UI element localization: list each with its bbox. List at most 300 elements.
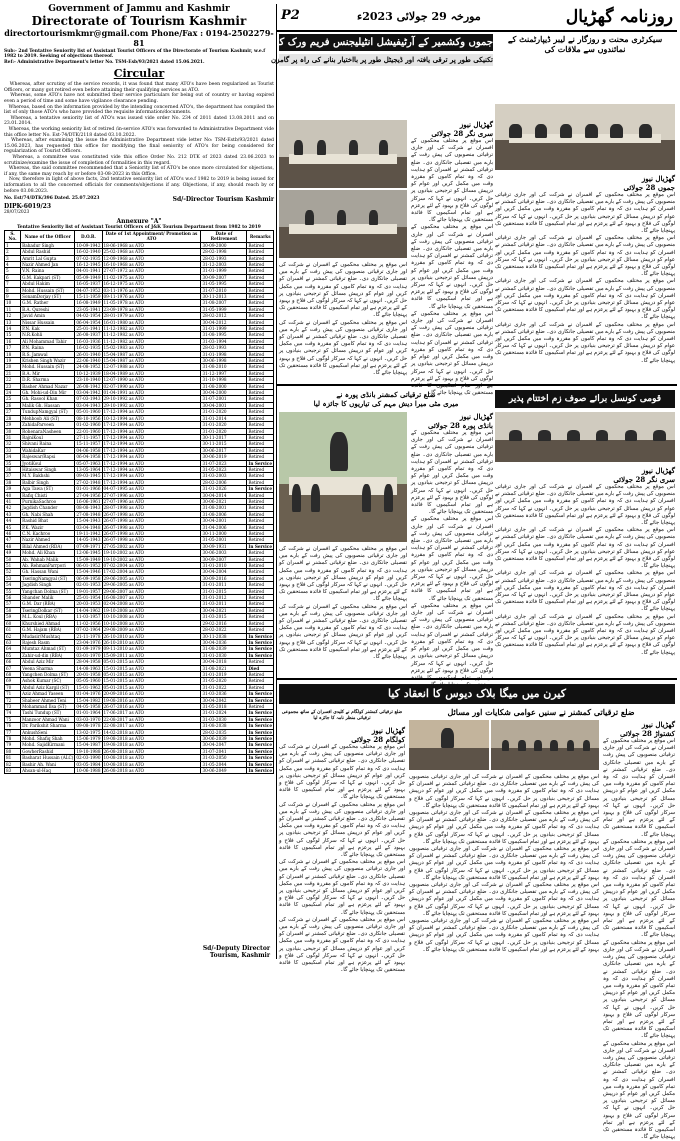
contact-line: directortourismkmr@gmail.com Phone/Fax : 0194-2502279-81 [4, 28, 274, 48]
seniority-table [4, 230, 274, 775]
story-text: اس موقع پر مختلف محکموں کے افسران نے شرکت کی اور جاری ترقیاتی منصوبوں کی پیش رفت کے بارے میں تفصیلی جانکاری دی۔ ضلع ترقیاتی کمشنر نے افسران کو ہدایت دی کہ وہ تمام کاموں کو مقررہ وقت میں مکمل کریں اور عوام کو درپیش مسائل کو ترجیحی بنیادوں پر حل کریں۔ انہوں نے کہا کہ سرکار لوگوں کی فلاح و بہبود کے لئے پرعزم ہے اور تمام اسکیموں کا فائدہ مستحقین تک پہنچایا جائے گا۔ [279, 916, 405, 974]
table-cell: 15-09-1949 [76, 556, 101, 562]
table-cell: 28-02-1993 [201, 255, 247, 261]
table-cell: 74 [5, 710, 21, 716]
table-body [5, 242, 274, 774]
table-cell: 31-01-2020 [201, 428, 247, 434]
table-cell: Abdul Hakim [21, 281, 75, 287]
news-tag: گھڑیال نیوز [459, 412, 493, 421]
table-cell: Gh. Rasool Khan [21, 396, 75, 402]
table-cell: In Service [248, 697, 272, 703]
table-cell: 1 [5, 242, 21, 248]
table-cell: 10-10-2008 as ATO [102, 614, 201, 620]
table-cell: Bashir Ah. Wani [21, 761, 75, 767]
table-cell: 07-02-1964 [76, 627, 101, 633]
story-text: اس موقع پر مختلف محکموں کے افسران نے شرکت کی اور جاری ترقیاتی منصوبوں کی پیش رفت کے بارے میں تفصیلی جانکاری دی۔ ضلع ترقیاتی کمشنر نے افسران کو ہدایت دی کہ وہ تمام کاموں کو مقررہ وقت میں مکمل کریں اور عوام کو درپیش مسائل کو ترجیحی بنیادوں پر حل کریں۔ انہوں نے کہا کہ سرکار لوگوں کی فلاح و بہبود کے لئے پرعزم ہے اور تمام اسکیموں کا فائدہ مستحقین تک پہنچایا جائے گا۔ [603, 838, 675, 939]
circular-paragraph: Whereas, the said committee recommended that a Seniority list of ATO's be once more circulated for objections, if any, the same may reach by or before 03-08-2023 in this Office. [4, 166, 274, 177]
table-cell: Manzoor Ahmad Wani [21, 716, 75, 722]
table-cell: 12-07-1988 as ATO [102, 364, 201, 370]
annexure-title: Tentative Seniority list of Assistant Tourist Officers of J&K Tourism Department from 1982 to 2019 [17, 224, 261, 230]
table-cell: In Service [248, 486, 272, 492]
table-cell: In Service [248, 761, 272, 767]
story-text: اس موقع پر مختلف محکموں کے افسران نے شرکت کی اور جاری ترقیاتی منصوبوں کی پیش رفت کے بارے میں تفصیلی جانکاری دی۔ ضلع ترقیاتی کمشنر نے افسران کو ہدایت دی کہ وہ تمام کاموں کو مقررہ وقت میں مکمل کریں اور عوام کو درپیش مسائل کو ترجیحی بنیادوں پر حل کریں۔ انہوں نے کہا کہ سرکار لوگوں کی فلاح و بہبود کے لئے پرعزم ہے اور تمام اسکیموں کا فائدہ مستحقین تک پہنچایا جائے گا۔ [409, 810, 599, 845]
table-cell: 22-01-1960 [76, 428, 101, 434]
table-cell: 18-06-1968 as ATO [102, 242, 201, 248]
table-cell: 29 [5, 422, 21, 428]
table-cell: 30-04-2036 [201, 639, 247, 645]
table-cell: 23-05-1941 [76, 306, 101, 312]
table-cell: 30-11-2017 [201, 434, 247, 440]
story-text: اس موقع پر مختلف محکموں کے افسران نے شرکت کی اور جاری ترقیاتی منصوبوں کی پیش رفت کے بارے میں تفصیلی جانکاری دی۔ ضلع ترقیاتی کمشنر نے افسران کو ہدایت دی کہ وہ تمام کاموں کو مقررہ وقت میں مکمل کریں اور عوام کو درپیش مسائل کو ترجیحی بنیادوں پر حل کریں۔ انہوں نے کہا کہ سرکار لوگوں کی فلاح و بہبود کے لئے پرعزم ہے اور تمام اسکیموں کا فائدہ مستحقین تک پہنچایا جائے گا۔ [409, 774, 599, 809]
story-text: اس موقع پر مختلف محکموں کے افسران نے شرکت کی اور جاری ترقیاتی منصوبوں کی پیش رفت کے بارے میں تفصیلی جانکاری دی۔ ضلع ترقیاتی کمشنر نے افسران کو ہدایت دی کہ وہ تمام کاموں کو مقررہ وقت میں مکمل کریں اور عوام کو درپیش مسائل کو ترجیحی بنیادوں پر حل کریں۔ انہوں نے کہا کہ سرکار لوگوں کی فلاح و بہبود کے لئے پرعزم ہے اور تمام اسکیموں کا فائدہ مستحقین تک پہنچایا جائے گا۔ [495, 484, 675, 527]
table-cell: 15-04-1987 as ATO [102, 351, 201, 357]
table-cell: Retired [247, 261, 274, 267]
kishtwar-right-column [603, 720, 675, 1141]
table-cell: 29-06-2007 as ATO [102, 588, 201, 594]
table-cell: 22-08-2017 as ATO [102, 716, 201, 722]
table-cell: 06-01-1952 [76, 563, 101, 569]
sufism-story-column [495, 466, 675, 674]
table-cell: 83 [5, 768, 21, 774]
table-cell: 6 [5, 274, 21, 280]
table-cell: Retired [247, 447, 274, 453]
table-cell: 31-10-1998 [201, 377, 247, 383]
table-cell: Retired [247, 569, 274, 575]
table-cell: 22 [5, 377, 21, 383]
table-cell: 15-04-1946 [76, 569, 101, 575]
table-cell: 30-04-2047 [201, 742, 247, 748]
table-cell: 03-04-1943 [76, 402, 101, 408]
table-cell: In Service [248, 691, 272, 697]
table-cell: Retired [247, 492, 274, 498]
table-cell: 25-02-1968 as ATO [102, 249, 201, 255]
dateline: سری نگر 28 جولائی [613, 475, 675, 484]
column-header: Name of the Officer [21, 230, 75, 242]
table-cell: In Service [248, 742, 272, 748]
table-cell: Shabeer Ahmed Teni [21, 697, 75, 703]
news-tag: گھڑیال نیوز [641, 466, 675, 475]
table-cell: 30-06-2017 [201, 447, 247, 453]
table-cell: Bahadur Singh [21, 242, 75, 248]
table-cell: 30-09-2007 [201, 274, 247, 280]
table-cell: Retired [247, 595, 274, 601]
table-cell: Retired [247, 659, 274, 665]
table-cell: 52 [5, 569, 21, 575]
table-cell: 2 [5, 249, 21, 255]
table-cell: P.K. Wazir [21, 524, 75, 530]
table-cell: 30-11-2015 [201, 441, 247, 447]
table-cell: 60 [5, 620, 21, 626]
table-cell: 31-03-2011 [201, 601, 247, 607]
table-cell: 04-01-1941 [76, 268, 101, 274]
table-cell: V.N. Raina [21, 268, 75, 274]
story-text: اس موقع پر مختلف محکموں کے افسران نے شرکت کی اور جاری ترقیاتی منصوبوں کی پیش رفت کے بارے میں تفصیلی جانکاری دی۔ ضلع ترقیاتی کمشنر نے افسران کو ہدایت دی کہ وہ تمام کاموں کو مقررہ وقت میں مکمل کریں اور عوام کو درپیش مسائل کو ترجیحی بنیادوں پر حل کریں۔ انہوں نے کہا کہ سرکار لوگوں کی فلاح و بہبود کے لئے پرعزم ہے اور تمام اسکیموں کا فائدہ مستحقین تک پہنچایا جائے گا۔ [411, 516, 493, 602]
table-cell: 59 [5, 614, 21, 620]
story-text: اس موقع پر مختلف محکموں کے افسران نے شرکت کی اور جاری ترقیاتی منصوبوں کی پیش رفت کے بارے میں تفصیلی جانکاری دی۔ ضلع ترقیاتی کمشنر نے افسران کو ہدایت دی کہ وہ تمام کاموں کو مقررہ وقت میں مکمل کریں اور عوام کو درپیش مسائل کو ترجیحی بنیادوں پر حل کریں۔ انہوں نے کہا کہ سرکار لوگوں کی فلاح و بہبود کے لئے پرعزم ہے اور تمام اسکیموں کا فائدہ مستحقین تک پہنچایا جائے گا۔ [409, 846, 599, 881]
table-cell: Nissar Hussain [21, 319, 75, 325]
table-row [5, 768, 274, 774]
table-cell: 31-08-2007 [201, 300, 247, 306]
table-cell: 04-02-1954 [76, 313, 101, 319]
table-cell: Aziz Ahmad Yaseen [21, 691, 75, 697]
table-cell: 12 [5, 313, 21, 319]
table-cell: 76 [5, 723, 21, 729]
table-cell: 81 [5, 755, 21, 761]
table-cell: 31-08-2006 [201, 511, 247, 517]
table-cell: 15-04-1987 as ATO [102, 358, 201, 364]
sufism-photo [495, 412, 675, 462]
table-cell: Gh. Mohi-ud-Din Mir [21, 390, 75, 396]
table-cell: G.M. Rather [21, 300, 75, 306]
table-cell: Rajeswar/Rapsi [21, 454, 75, 460]
story-text: اس موقع پر مختلف محکموں کے افسران نے شرکت کی اور جاری ترقیاتی منصوبوں کی پیش رفت کے بارے میں تفصیلی جانکاری دی۔ ضلع ترقیاتی کمشنر نے افسران کو ہدایت دی کہ وہ تمام کاموں کو مقررہ وقت میں مکمل کریں اور عوام کو درپیش مسائل کو ترجیحی بنیادوں پر حل کریں۔ انہوں نے کہا کہ سرکار لوگوں کی فلاح و بہبود کے لئے پرعزم ہے اور تمام اسکیموں کا فائدہ مستحقین تک پہنچایا جائے گا۔ [411, 430, 493, 516]
table-cell: 31-05-2023 [201, 466, 247, 472]
bandipora-photo [279, 412, 407, 542]
table-cell: Retired [247, 255, 274, 261]
table-cell: 44 [5, 518, 21, 524]
table-cell: 27-11-1957 [76, 434, 101, 440]
dipk-date: 28/07/2023 [4, 210, 30, 216]
table-cell: 05-01-2015 as ATO [102, 671, 201, 677]
table-cell: 17-12-1994 as ATO [102, 434, 201, 440]
table-cell: 31-03-2015 [201, 614, 247, 620]
table-cell: 19 [5, 358, 21, 364]
table-cell: 17-12-1994 as ATO [102, 441, 201, 447]
table-cell: Retired [247, 319, 274, 325]
table-cell: 11-05-1978 as ATO [102, 300, 201, 306]
table-cell: 26-10-2010 as ATO [102, 639, 201, 645]
table-cell: Mohd. Hussain (ST) [21, 287, 75, 293]
table-cell: 31-05-2018 [201, 703, 247, 709]
tourism-circular [4, 4, 274, 959]
story-text: اس موقع پر مختلف محکموں کے افسران نے شرکت کی اور جاری ترقیاتی منصوبوں کی پیش رفت کے بارے میں تفصیلی جانکاری دی۔ ضلع ترقیاتی کمشنر نے افسران کو ہدایت دی کہ وہ تمام کاموں کو مقررہ وقت میں مکمل کریں اور عوام کو درپیش مسائل کو ترجیحی بنیادوں پر حل کریں۔ انہوں نے کہا کہ سرکار لوگوں کی فلاح و بہبود کے لئے پرعزم ہے اور تمام اسکیموں کا فائدہ مستحقین تک پہنچایا جائے گا۔ [409, 918, 599, 953]
table-cell: 16-08-1949 [76, 300, 101, 306]
story-text: اس موقع پر مختلف محکموں کے افسران نے شرکت کی اور جاری ترقیاتی منصوبوں کی پیش رفت کے بارے میں تفصیلی جانکاری دی۔ ضلع ترقیاتی کمشنر نے افسران کو ہدایت دی کہ وہ تمام کاموں کو مقررہ وقت میں مکمل کریں اور عوام کو درپیش مسائل کو ترجیحی بنیادوں پر حل کریں۔ انہوں نے کہا کہ سرکار لوگوں کی فلاح و بہبود کے لئے پرعزم ہے اور تمام اسکیموں کا فائدہ مستحقین تک پہنچایا جائے گا۔ [603, 1040, 675, 1141]
table-cell: Retired [247, 358, 274, 364]
table-cell: Retired [247, 306, 274, 312]
table-cell: 26-07-1998 as ATO [102, 531, 201, 537]
table-cell: 31-01-2011 [201, 582, 247, 588]
story-text: اس موقع پر مختلف محکموں کے افسران نے شرکت کی اور جاری ترقیاتی منصوبوں کی پیش رفت کے بارے میں تفصیلی جانکاری دی۔ ضلع ترقیاتی کمشنر نے افسران کو ہدایت دی کہ وہ تمام کاموں کو مقررہ وقت میں مکمل کریں اور عوام کو درپیش مسائل کو ترجیحی بنیادوں پر حل کریں۔ انہوں نے کہا کہ سرکار لوگوں کی فلاح و بہبود کے لئے پرعزم ہے اور تمام اسکیموں کا فائدہ مستحقین تک پہنچایا جائے گا۔ [279, 319, 407, 377]
table-cell: Abdul Rashid [21, 249, 75, 255]
table-header-row [5, 230, 274, 242]
table-cell: 29-08-2009 as ATO [102, 627, 201, 633]
table-cell: 25-01-1941 [76, 326, 101, 331]
org-name: Government of Jammu and Kashmir [48, 4, 230, 14]
table-cell: 31-03-2050 [201, 755, 247, 761]
table-cell: 09-08-1978 [76, 723, 101, 729]
table-cell: 03-05-1984 [76, 761, 101, 767]
bandipora-story-left [279, 546, 407, 674]
table-cell: 77 [5, 729, 21, 735]
table-cell: Retired [247, 678, 274, 684]
column-header: D.O.B. [75, 230, 102, 242]
table-cell: 31-08-2001 [201, 505, 247, 511]
story-text: اس موقع پر مختلف محکموں کے افسران نے شرکت کی اور جاری ترقیاتی منصوبوں کی پیش رفت کے بارے میں تفصیلی جانکاری دی۔ ضلع ترقیاتی کمشنر نے افسران کو ہدایت دی کہ وہ تمام کاموں کو مقررہ وقت میں مکمل کریں اور عوام کو درپیش مسائل کو ترجیحی بنیادوں پر حل کریں۔ انہوں نے کہا کہ سرکار لوگوں کی فلاح و بہبود کے لئے پرعزم ہے اور تمام اسکیموں کا فائدہ مستحقین تک پہنچایا جائے گا۔ [603, 939, 675, 1040]
sufism-banner: قومی کونسل برائے صوف زم اختتام پذیر [495, 390, 675, 408]
news-tag: گھڑیال نیوز [641, 174, 675, 183]
table-cell: 31-01-2020 [201, 422, 247, 428]
table-cell: 16-12-1975 as ATO [102, 281, 201, 287]
table-cell: 30-09-2007 [201, 556, 247, 562]
table-cell: Retired [247, 601, 274, 607]
table-cell: 61 [5, 627, 21, 633]
table-cell: 01-01-1966 [76, 486, 101, 492]
table-cell: 11-02-1956 [76, 620, 101, 626]
table-cell: Mohammad Ilsa (ST) [21, 703, 75, 709]
labour-meeting-photo [495, 104, 675, 170]
story-text: اس موقع پر مختلف محکموں کے افسران نے شرکت کی اور جاری ترقیاتی منصوبوں کی پیش رفت کے بارے میں تفصیلی جانکاری دی۔ ضلع ترقیاتی کمشنر نے افسران کو ہدایت دی کہ وہ تمام کاموں کو مقررہ وقت میں مکمل کریں اور عوام کو درپیش مسائل کو ترجیحی بنیادوں پر حل کریں۔ انہوں نے کہا کہ سرکار لوگوں کی فلاح و بہبود کے لئے پرعزم ہے اور تمام اسکیموں کا فائدہ مستحقین تک پہنچایا جائے گا۔ [495, 321, 675, 364]
table-cell: In Service [248, 716, 272, 722]
table-cell: 10-08-2018 as ATO [102, 755, 201, 761]
table-cell: 14-05-1943 [76, 537, 101, 543]
table-cell: Retired [247, 607, 274, 613]
table-cell: 31-07-2041 [201, 748, 247, 754]
dateline: جموں 28 جولائی [623, 183, 675, 192]
table-cell: 17-12-1994 as ATO [102, 409, 201, 415]
story-text: اس موقع پر مختلف محکموں کے افسران نے شرکت کی اور جاری ترقیاتی منصوبوں کی پیش رفت کے بارے میں تفصیلی جانکاری دی۔ ضلع ترقیاتی کمشنر نے افسران کو ہدایت دی کہ وہ تمام کاموں کو مقررہ وقت میں مکمل کریں اور عوام کو درپیش مسائل کو ترجیحی بنیادوں پر حل کریں۔ انہوں نے کہا کہ سرکار لوگوں کی فلاح و بہبود کے لئے پرعزم ہے اور تمام اسکیموں کا فائدہ مستحقین تک پہنچایا جائے گا۔ [411, 224, 493, 310]
table-cell: 05-09-1949 [76, 274, 101, 280]
table-cell: Khurshied Ahmad [21, 620, 75, 626]
table-cell: TundupNamgyal (ST) [21, 409, 75, 415]
table-cell: 26-07-1998 as ATO [102, 537, 201, 543]
table-cell: Rafiq Chisti [21, 492, 75, 498]
story-text: اس موقع پر مختلف محکموں کے افسران نے شرکت کی اور جاری ترقیاتی منصوبوں کی پیش رفت کے بارے میں تفصیلی جانکاری دی۔ ضلع ترقیاتی کمشنر نے افسران کو ہدایت دی کہ وہ تمام کاموں کو مقررہ وقت میں مکمل کریں اور عوام کو درپیش مسائل کو ترجیحی بنیادوں پر حل کریں۔ انہوں نے کہا کہ سرکار لوگوں کی فلاح و بہبود کے لئے پرعزم [411, 602, 493, 674]
table-cell: 62 [5, 633, 21, 639]
table-cell: In Service [248, 710, 272, 716]
table-cell: 26-01-1940 [76, 351, 101, 357]
table-cell: Gh. Nabi Shah [21, 511, 75, 517]
table-cell: 31-05-1995 [201, 281, 247, 287]
table-cell: 16-02-1940 [76, 249, 101, 255]
table-cell: 02-03-1990 [76, 755, 101, 761]
subject-line: Sub:- 2nd Tentative Seniority list of Assistant Tourist Officers of the Directorate of Tourism Kashmir, w.e.f 1982 to 2019. Seeking of objections thereof. [4, 49, 266, 60]
table-cell: 26-07-1998 as ATO [102, 518, 201, 524]
table-cell: 13 [5, 319, 21, 325]
table-cell: Retired [247, 415, 274, 421]
table-cell: 16-02-1935 [76, 345, 101, 351]
table-cell: 30-09-2016 [201, 575, 247, 581]
table-cell: 71 [5, 691, 21, 697]
table-cell: 23-04-1976 [76, 639, 101, 645]
table-cell: Retired [247, 498, 274, 504]
table-cell: Retired [247, 351, 274, 357]
table-cell: 30-06-2039 [201, 736, 247, 742]
table-cell: Retired [247, 370, 274, 376]
table-cell: Jagdish Singh [21, 582, 75, 588]
circular-paragraph: Whereas, after scrutiny of the service records, it was found that many ATO's have been regularized as Tourist Officers, or many got retired even before attaining their qualifying services as ATO. [4, 82, 274, 93]
table-cell: 31-05-1999 [201, 306, 247, 312]
table-cell: 02-04-2008 as ATO [102, 601, 201, 607]
bandipora-headline [279, 390, 493, 408]
table-cell: Retired [247, 249, 274, 255]
table-cell: 30-04-2014 [201, 492, 247, 498]
table-cell: 01-04-1991 as ATO [102, 390, 201, 396]
table-cell: 64 [5, 646, 21, 652]
table-cell: 16-03-1936 [76, 338, 101, 344]
table-cell: 30-11-2000 [201, 531, 247, 537]
masthead [277, 4, 677, 32]
bandipora-story-column [411, 412, 493, 672]
table-cell: P.N. Raina [21, 345, 75, 351]
dipk-number: DIPK-6019/23 [4, 203, 52, 211]
table-cell: 15-01-1962 [76, 684, 101, 690]
table-cell: 09-11-1976 as ATO [102, 293, 201, 299]
table-cell: 15-06-1979 [76, 736, 101, 741]
table-cell: Abdul Aziz Kargil (ST) [21, 684, 75, 690]
table-cell: Retired [247, 505, 274, 511]
table-cell: 10-06-1988 [76, 768, 101, 774]
table-cell: 50 [5, 556, 21, 562]
table-cell: Retired [247, 422, 274, 428]
table-cell: C.N. Kachroo [21, 531, 75, 537]
table-cell: 13-02-1975 [76, 729, 101, 735]
table-cell: P.N. Kak [21, 326, 75, 332]
table-cell: Retired [247, 620, 274, 626]
table-cell: Retired [247, 293, 274, 299]
table-cell: Yangchen Dolma (ST) [21, 671, 75, 677]
table-cell: Retired [247, 300, 274, 306]
table-cell: 10-09-1942 [76, 242, 101, 248]
table-cell: G.M. Hajam (RBA) [21, 627, 75, 633]
table-cell: 31-12-2003 [201, 261, 247, 267]
table-cell: Retired [247, 396, 274, 402]
table-cell: 08-10-1956 [76, 415, 101, 421]
table-cell: 14-04-1962 [76, 607, 101, 613]
table-cell: In Service [248, 736, 272, 741]
table-cell: Shivani Raina [21, 441, 75, 447]
table-cell: 23 [5, 383, 21, 389]
newspaper-brand: روزنامہ گھڑیال [565, 7, 673, 27]
table-cell: 28-02-2012 [201, 313, 247, 319]
table-cell: 26-07-1998 as ATO [102, 511, 201, 517]
table-cell: 15-04-1982 [76, 697, 101, 703]
table-cell: 33 [5, 447, 21, 453]
story-text: اس موقع پر مختلف محکموں کے افسران نے شرکت کی اور جاری ترقیاتی منصوبوں کی پیش رفت کے بارے میں تفصیلی جانکاری دی۔ ضلع ترقیاتی کمشنر نے افسران کو ہدایت دی کہ وہ تمام کاموں کو مقررہ وقت میں مکمل کریں اور عوام کو درپیش مسائل کو ترجیحی بنیادوں پر حل کریں۔ انہوں نے کہا کہ سرکار لوگوں کی فلاح و بہبود کے لئے پرعزم ہے اور تمام اسکیموں کا فائدہ مستحقین تک پہنچایا جائے گا۔ [495, 527, 675, 570]
table-cell: 78 [5, 736, 21, 742]
table-cell: 30-04-2001 [201, 402, 247, 408]
table-cell: 15-11-1959 [76, 293, 101, 299]
table-cell: Retired [247, 402, 274, 408]
table-cell: 31-01-2010 [201, 563, 247, 569]
table-cell: Aga Tawa (ST) [21, 486, 75, 492]
table-cell: Retired [247, 281, 274, 287]
story-text: اس موقع پر مختلف محکموں کے افسران نے شرکت کی اور جاری ترقیاتی منصوبوں کی پیش رفت کے بارے میں تفصیلی جانکاری دی۔ ضلع ترقیاتی کمشنر نے افسران کو ہدایت دی کہ وہ تمام کاموں کو مقررہ وقت میں مکمل کریں اور عوام کو درپیش مسائل کو ترجیحی بنیادوں پر حل کریں۔ انہوں نے کہا کہ سرکار لوگوں کی فلاح و بہبود کے لئے پرعزم ہے اور تمام اسکیموں کا فائدہ مستحقین تک پہنچایا جائے گا۔ [279, 603, 407, 661]
circular-title: Circular [113, 67, 165, 81]
circular-paragraph: Whereas, a tentative seniority list of ATO's was issued vide order No. 234 of 2011 dated 13.08.2011 and on 23.01.2014. [4, 115, 274, 127]
table-cell: 31-01-1999 [201, 326, 247, 332]
table-cell: Abdul Aziz Mir [21, 659, 75, 665]
table-cell: Retired [247, 531, 274, 537]
table-cell: 11-12-1982 as ATO [102, 338, 201, 344]
issue-date: مورخہ 29 جولائی 2023ء [357, 10, 481, 23]
table-cell: 38 [5, 479, 21, 485]
table-cell: GowherRashid [21, 748, 75, 754]
dept-name: Directorate of Tourism Kashmir [31, 14, 247, 28]
ai-story-column [411, 120, 493, 397]
table-cell: Retired [247, 582, 274, 588]
table-cell: Retired [247, 326, 274, 332]
table-cell: 17-12-1994 as ATO [102, 460, 201, 466]
table-cell: Nazir Ahmed Jan [21, 261, 75, 267]
table-cell: 17-12-1994 as ATO [102, 447, 201, 453]
story-text: اس موقع پر مختلف محکموں کے افسران نے شرکت کی اور جاری ترقیاتی منصوبوں کی پیش رفت کے بارے میں تفصیلی جانکاری دی۔ ضلع ترقیاتی کمشنر نے افسران کو ہدایت دی کہ وہ تمام کاموں کو مقررہ وقت میں مکمل کریں اور عوام کو درپیش مسائل کو ترجیحی بنیادوں پر حل کریں۔ انہوں نے کہا کہ سرکار لوگوں کی فلاح و بہبود کے لئے پرعزم ہے اور تمام اسکیموں کا فائدہ مستحقین تک پہنچایا جائے گا۔ [279, 744, 405, 801]
table-cell: 55 [5, 588, 21, 594]
table-cell: Zahir-ud-din (RBA) [21, 652, 75, 658]
table-cell: 28-07-1998 as ATO [102, 505, 201, 511]
table-cell: 65 [5, 652, 21, 658]
table-cell: 12-07-1990 as ATO [102, 377, 201, 383]
table-cell: 16-08-2007 as ATO [102, 595, 201, 601]
table-cell: 10-12-1994 as ATO [102, 415, 201, 421]
table-cell: 17 [5, 345, 21, 351]
bandipora-headline-2: میری مٹی میرا دیش مہم کی تیاریوں کا جائزہ لیا [313, 399, 459, 408]
news-tag: گھڑیال نیوز [371, 726, 405, 735]
ai-framework-subheadline: تکنیکی طور پر ترقی یافتہ اور ڈیجیٹل طور پر بااختیار بنانے کی راہ پر گامزن [270, 55, 493, 64]
table-cell: 28-01-1979 as ATO [102, 313, 201, 319]
table-cell: 66 [5, 659, 21, 665]
table-cell: 05-07-1963 [76, 460, 101, 466]
table-cell: 15-04-1987 [76, 742, 101, 748]
table-cell: 70 [5, 684, 21, 690]
table-cell: Basharat Hussain (ALC) [22, 755, 74, 761]
table-cell: 45 [5, 524, 21, 530]
table-cell: 69 [5, 678, 21, 684]
table-cell: 15 [5, 332, 21, 338]
table-cell: Retired [247, 338, 274, 344]
table-cell: 31-05-2001 [201, 537, 247, 543]
table-cell: 11-02-1975 as ATO [102, 274, 201, 280]
table-cell: 30-06-1998 [201, 358, 247, 364]
table-cell: SonamDorjay (ST) [21, 293, 75, 299]
table-cell: 28-02-2035 [201, 729, 247, 735]
table-cell: 75 [5, 716, 21, 722]
table-cell: B.A. Mir [21, 370, 75, 376]
table-cell: Retired [247, 537, 274, 543]
table-cell: 19-10-2008 as ATO [102, 607, 201, 613]
table-cell: Died [247, 665, 274, 671]
table-cell: 13-05-1964 [76, 466, 101, 472]
dateline: بانڈی پورہ 28 جولائی [427, 421, 493, 430]
table-cell: 05-05-1960 [76, 678, 101, 684]
table-cell: 30-04-2000 [201, 390, 247, 396]
reference-number: No. Est/74/DTK/396 Dated. 25.07.2023 [4, 196, 100, 202]
table-cell: 31-03-2030 [201, 716, 247, 722]
table-cell: 39 [5, 486, 21, 492]
story-text: اس موقع پر مختلف محکموں کے افسران نے شرکت کی اور جاری ترقیاتی منصوبوں کی پیش رفت کے بارے میں تفصیلی جانکاری دی۔ ضلع ترقیاتی کمشنر نے افسران کو ہدایت دی کہ وہ تمام کاموں کو مقررہ وقت میں مکمل کریں اور عوام کو درپیش مسائل کو ترجیحی بنیادوں پر حل کریں۔ انہوں نے کہا کہ سرکار لوگوں کی فلاح و بہبود کے لئے پرعزم ہے اور تمام اسکیموں کا فائدہ مستحقین تک پہنچایا جائے گا۔ [495, 192, 675, 235]
table-cell: 10-08-2018 as ATO [102, 761, 201, 767]
table-cell: 3 [5, 255, 21, 261]
table-cell: 07-03-1943 [76, 396, 101, 402]
table-cell: Mehboob Ali (ST) [21, 415, 75, 421]
table-cell: 4 [5, 261, 21, 267]
table-cell: N.R.Kohli [21, 332, 75, 338]
table-cell: 04-06-1958 [76, 447, 101, 453]
ai-meeting-photo [279, 120, 407, 188]
table-cell: 31-03-2036 [201, 691, 247, 697]
table-cell: 29-06-2005 as ATO [102, 582, 201, 588]
table-cell: 30-06-2019 [201, 454, 247, 460]
table-cell: TseringDolkar (ST) [21, 607, 75, 613]
table-cell: 07-09-1971 [76, 543, 101, 549]
circular-paragraph: Whereas, a committee was constituted vide this office Order No. 212 DTK of 2023 dated 23.06.2023 to scrutinize/examine the issue of completion of formalities in this regard. [4, 154, 274, 166]
table-cell: 72 [5, 697, 21, 703]
table-cell: Retired [247, 703, 274, 709]
table-cell: 37 [5, 473, 21, 479]
table-cell: 06-04-1958 [76, 454, 101, 460]
table-cell: 15-02-1983 as ATO [102, 345, 201, 351]
table-cell: Ali Mohammad Tahir [21, 338, 75, 344]
